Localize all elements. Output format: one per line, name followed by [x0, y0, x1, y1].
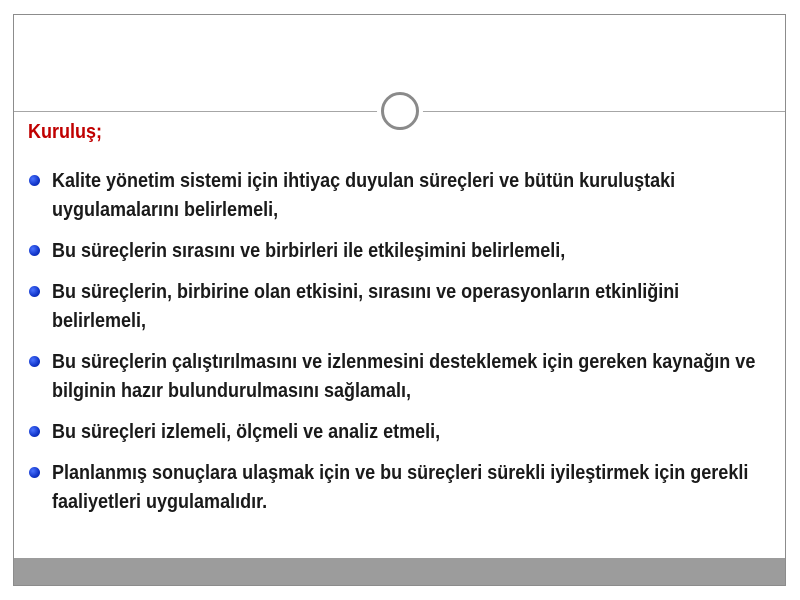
bullet-text: Bu süreçlerin çalıştırılmasını ve izlenmesini desteklemek için gereken kaynağın ve bilginin hazır bulundurulmasını sağlamalı,	[52, 351, 756, 402]
bullet-text: Planlanmış sonuçlara ulaşmak için ve bu süreçleri sürekli iyileştirmek için gerekli faaliyetleri uygulamalıdır.	[52, 462, 749, 513]
bullet-dot-icon	[29, 175, 40, 186]
bullet-list	[28, 167, 768, 529]
bullet-text: Bu süreçleri izlemeli, ölçmeli ve analiz etmeli,	[52, 421, 441, 443]
slide	[13, 14, 786, 586]
bullet-item	[28, 237, 768, 266]
bullet-dot-icon	[29, 286, 40, 297]
bullet-item	[28, 167, 768, 225]
slide-subtitle: Kuruluş;	[28, 121, 102, 143]
bullet-item	[28, 348, 768, 406]
bullet-item	[28, 459, 768, 517]
bullet-dot-icon	[29, 467, 40, 478]
bullet-item	[28, 278, 768, 336]
bullet-dot-icon	[29, 245, 40, 256]
bullet-dot-icon	[29, 356, 40, 367]
bullet-item	[28, 418, 768, 447]
bullet-text: Kalite yönetim sistemi için ihtiyaç duyulan süreçleri ve bütün kuruluştaki uygulamalarını belirlemeli,	[52, 170, 676, 221]
bullet-text: Bu süreçlerin sırasını ve birbirleri ile etkileşimini belirlemeli,	[52, 240, 566, 262]
footer-bar	[14, 558, 785, 585]
circle-ornament-icon	[381, 92, 419, 130]
bullet-dot-icon	[29, 426, 40, 437]
bullet-text: Bu süreçlerin, birbirine olan etkisini, sırasını ve operasyonların etkinliğini belirlemeli,	[52, 281, 680, 332]
